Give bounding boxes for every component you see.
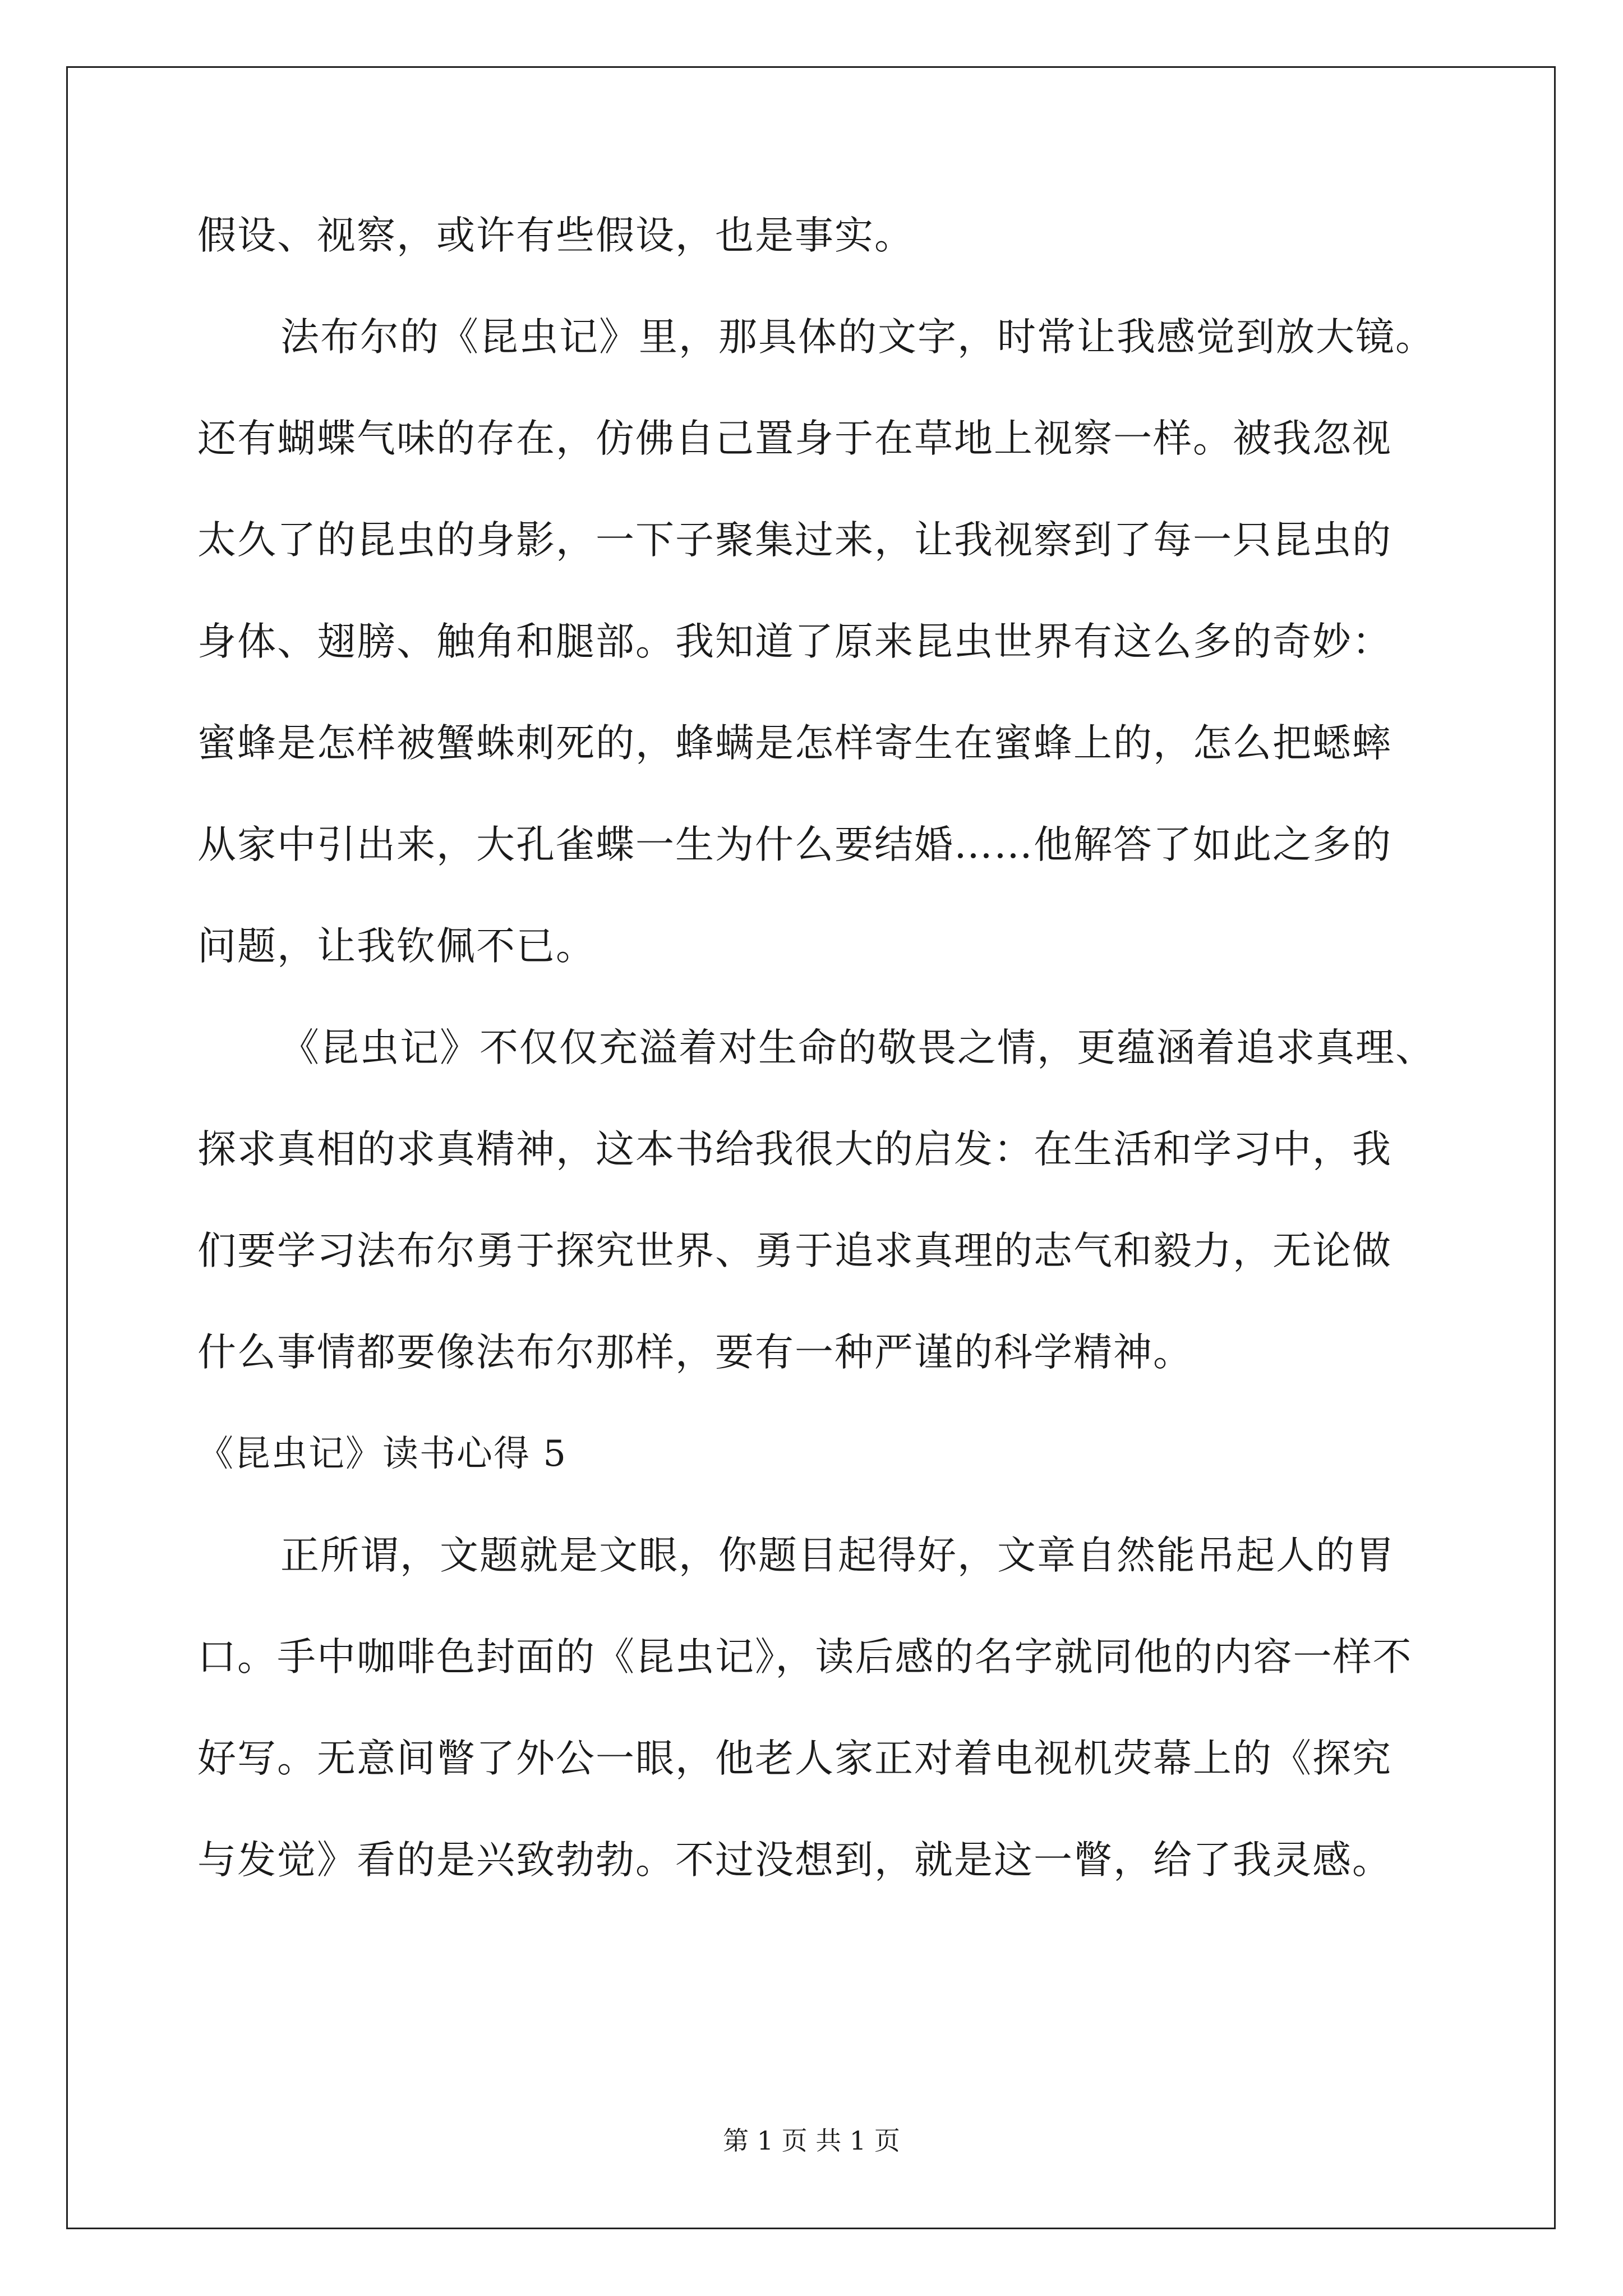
- text-line: 从家中引出来，大孔雀蝶一生为什么要结婚……他解答了如此之多的: [197, 822, 1392, 867]
- page-number-footer: 第 1 页 共 1 页: [723, 2125, 900, 2156]
- text-line: 问题，让我钦佩不已。: [197, 924, 596, 969]
- section-heading: 《昆虫记》读书心得 5: [197, 1433, 568, 1475]
- paragraph-start: 法布尔的《昆虫记》里，那具体的文字，时常让我感觉到放大镜。: [280, 315, 1435, 360]
- text-line: 与发觉》看的是兴致勃勃。不过没想到，就是这一瞥，给了我灵感。: [197, 1838, 1392, 1883]
- paragraph-start: 正所谓，文题就是文眼，你题目起得好，文章自然能吊起人的胃: [280, 1533, 1395, 1578]
- text-line: 太久了的昆虫的身影，一下子聚集过来，让我视察到了每一只昆虫的: [197, 518, 1392, 563]
- text-line: 还有蝴蝶气味的存在，仿佛自己置身于在草地上视察一样。被我忽视: [197, 416, 1392, 461]
- text-line: 什么事情都要像法布尔那样，要有一种严谨的科学精神。: [197, 1330, 1193, 1375]
- text-line: 好写。无意间瞥了外公一眼，他老人家正对着电视机荧幕上的《探究: [197, 1736, 1392, 1781]
- text-line: 假设、视察，或许有些假设，也是事实。: [197, 213, 914, 258]
- paragraph-start: 《昆虫记》不仅仅充溢着对生命的敬畏之情，更蕴涵着追求真理、: [280, 1025, 1435, 1070]
- text-line: 口。手中咖啡色封面的《昆虫记》，读后感的名字就同他的内容一样不: [197, 1635, 1413, 1680]
- text-line: 们要学习法布尔勇于探究世界、勇于追求真理的志气和毅力，无论做: [197, 1228, 1392, 1273]
- text-line: 身体、翅膀、触角和腿部。我知道了原来昆虫世界有这么多的奇妙：: [197, 619, 1392, 664]
- text-line: 探求真相的求真精神，这本书给我很大的启发：在生活和学习中，我: [197, 1127, 1392, 1172]
- text-line: 蜜蜂是怎样被蟹蛛刺死的，蜂螨是怎样寄生在蜜蜂上的，怎么把蟋蟀: [197, 721, 1392, 766]
